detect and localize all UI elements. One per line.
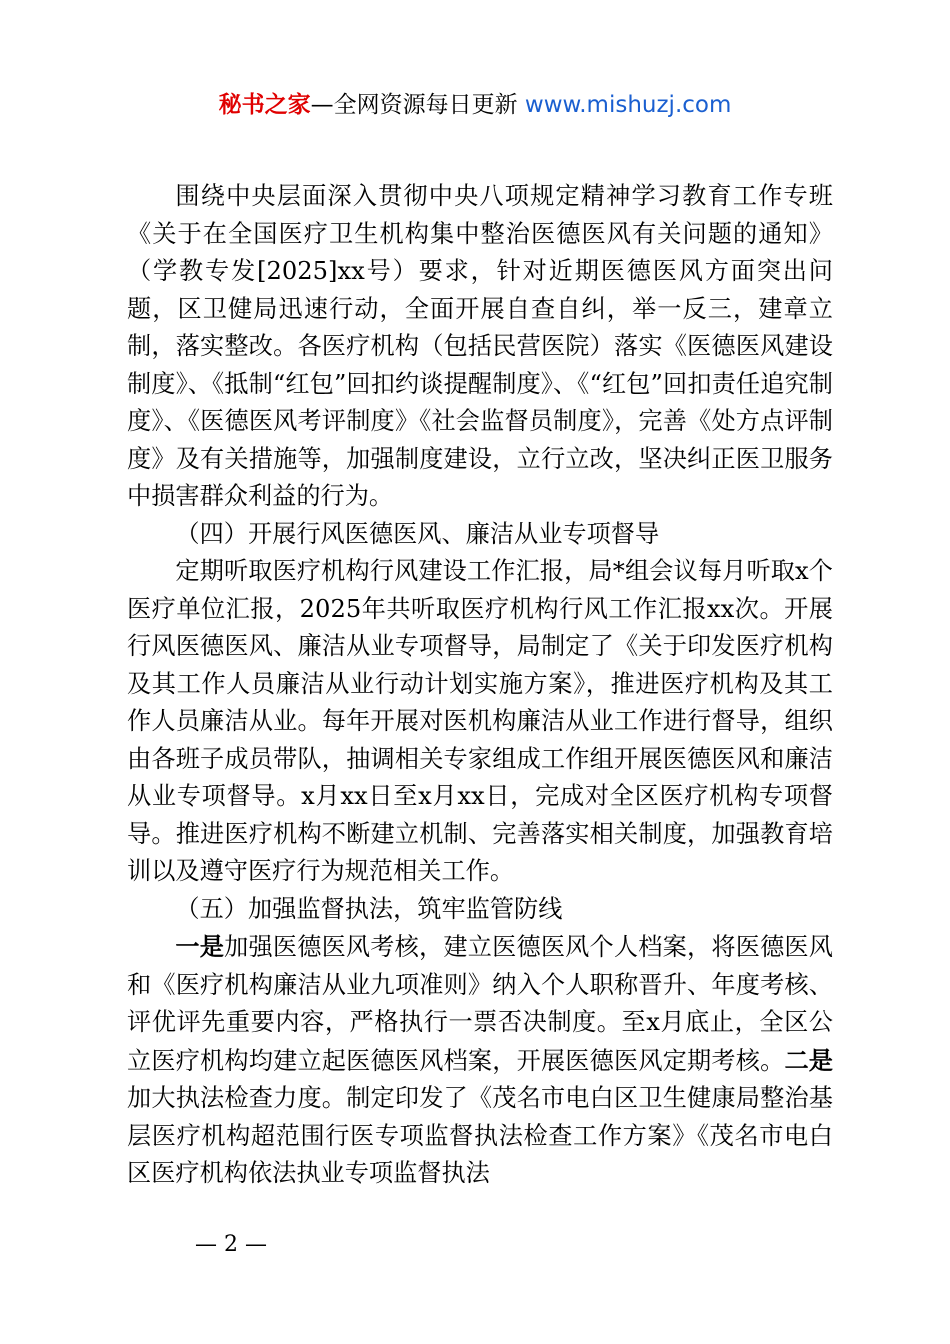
enforcement-text-2: 加大执法检查力度。制定印发了《茂名市电白区卫生健康局整治基层医疗机构超范围行医专项监督执法检查工作方案》《茂名市电白区医疗机构依法执业专项监督执法 (127, 1084, 833, 1187)
section-heading-5: （五）加强监督执法，筑牢监管防线 (175, 894, 563, 923)
banner-slogan: —全网资源每日更新 (310, 92, 525, 118)
enforcement-text-1: 加强医德医风考核，建立医德医风个人档案，将医德医风和《医疗机构廉洁从业九项准则》纳入个人职称晋升、年度考核、评优评先重要内容，严格执行一票否决制度。至x月底止，全区公立医疗机构均建立起医德医风档案，开展医德医风定期考核。 (127, 933, 833, 1075)
section-heading-4: （四）开展行风医德医风、廉洁从业专项督导 (175, 519, 660, 548)
banner-brand: 秘书之家 (218, 92, 311, 118)
lead-first: 一是 (175, 932, 225, 961)
site-banner (0, 88, 950, 122)
paragraph-enforcement (127, 928, 833, 1193)
paragraph-system-building: 围绕中央层面深入贯彻中央八项规定精神学习教育工作专班《关于在全国医疗卫生机构集中整治医德医风有关问题的通知》（学教专发[2025]xx号）要求，针对近期医德医风方面突出问题，区卫健局迅速行动，全面开展自查自纠，举一反三，建章立制，落实整改。各医疗机构（包括民营医院）落实《医德医风建设制度》、《抵制“红包”回扣约谈提醒制度》、《“红包”回扣责任追究制度》、《医德医风考评制度》《社会监督员制度》，完善《处方点评制度》及有关措施等，加强制度建设，立行立改，坚决纠正医卫服务中损害群众利益的行为。 (127, 182, 833, 510)
lead-second: 二是 (784, 1045, 833, 1075)
banner-url-link[interactable]: www.mishuzj.com (524, 92, 732, 118)
paragraph-supervision: 定期听取医疗机构行风建设工作汇报，局*组会议每月听取x个医疗单位汇报，2025年共听取医疗机构行风工作汇报xx次。开展行风医德医风、廉洁从业专项督导，局制定了《关于印发医疗机构及其工作人员廉洁从业行动计划实施方案》，推进医疗机构及其工作人员廉洁从业。每年开展对医机构廉洁从业工作进行督导，组织由各班子成员带队，抽调相关专家组成工作组开展医德医风和廉洁从业专项督导。x月xx日至x月xx日，完成对全区医疗机构专项督导。推进医疗机构不断建立机制、完善落实相关制度，加强教育培训以及遵守医疗行为规范相关工作。 (127, 557, 833, 885)
page-number: — 2 — (195, 1232, 267, 1257)
document-body (127, 178, 833, 1193)
